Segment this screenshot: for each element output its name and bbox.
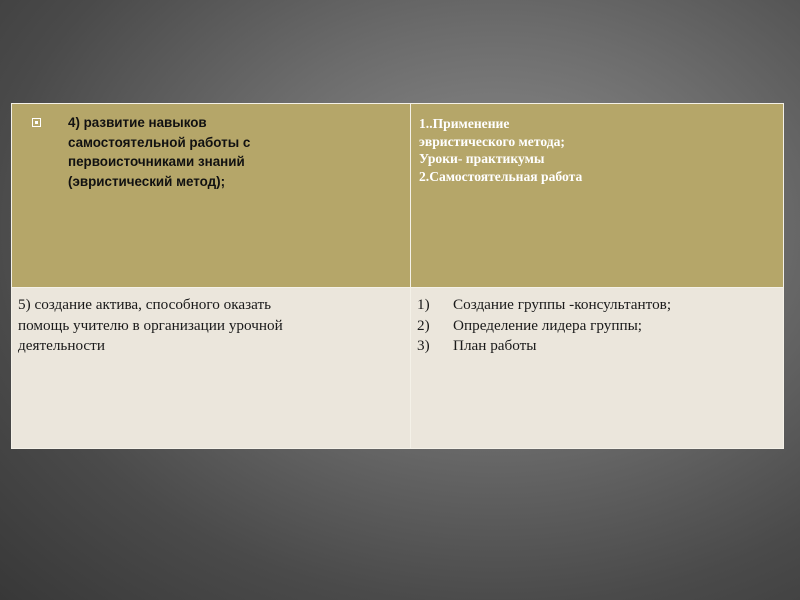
body-left-text [12, 288, 410, 357]
list-item-text: Определение лидера группы; [453, 316, 643, 334]
content-table [11, 103, 784, 449]
list-item-number: 2) [417, 316, 430, 334]
header-right-text [411, 104, 783, 185]
body-cell-left [12, 288, 411, 449]
table-header-row [12, 104, 784, 288]
header-right-line: 2.Самостоятельная работа [419, 168, 583, 184]
header-left-line: первоисточниками знаний [68, 154, 245, 169]
body-left-line: помощь учителю в организации урочной [18, 316, 283, 334]
header-cell-left [12, 104, 411, 288]
list-item-text: План работы [453, 337, 537, 354]
list-item-number: 3) [417, 337, 430, 354]
header-right-line: эвристического метода; [419, 133, 565, 149]
list-item [417, 336, 777, 357]
list-item [417, 316, 777, 337]
body-left-line: деятельности [18, 337, 105, 354]
header-left-line: (эвристический метод); [68, 173, 226, 189]
numbered-list [417, 295, 777, 357]
list-item-text: Создание группы -консультантов; [453, 296, 672, 313]
table-body-row [12, 288, 784, 449]
header-left-line: 4) развитие навыков [68, 115, 207, 130]
body-left-line: 5) создание актива, способного оказать [18, 296, 272, 313]
list-item [417, 295, 777, 316]
square-bullet-icon [32, 118, 41, 127]
header-right-line: 1..Применение [419, 116, 510, 131]
header-left-text [12, 104, 410, 191]
body-right-list-wrap [411, 288, 783, 357]
list-item-number: 1) [417, 296, 430, 313]
body-cell-right [411, 288, 784, 449]
header-right-line: Уроки- практикумы [419, 151, 545, 167]
header-left-line: самостоятельной работы с [68, 134, 251, 150]
header-cell-right [411, 104, 784, 288]
